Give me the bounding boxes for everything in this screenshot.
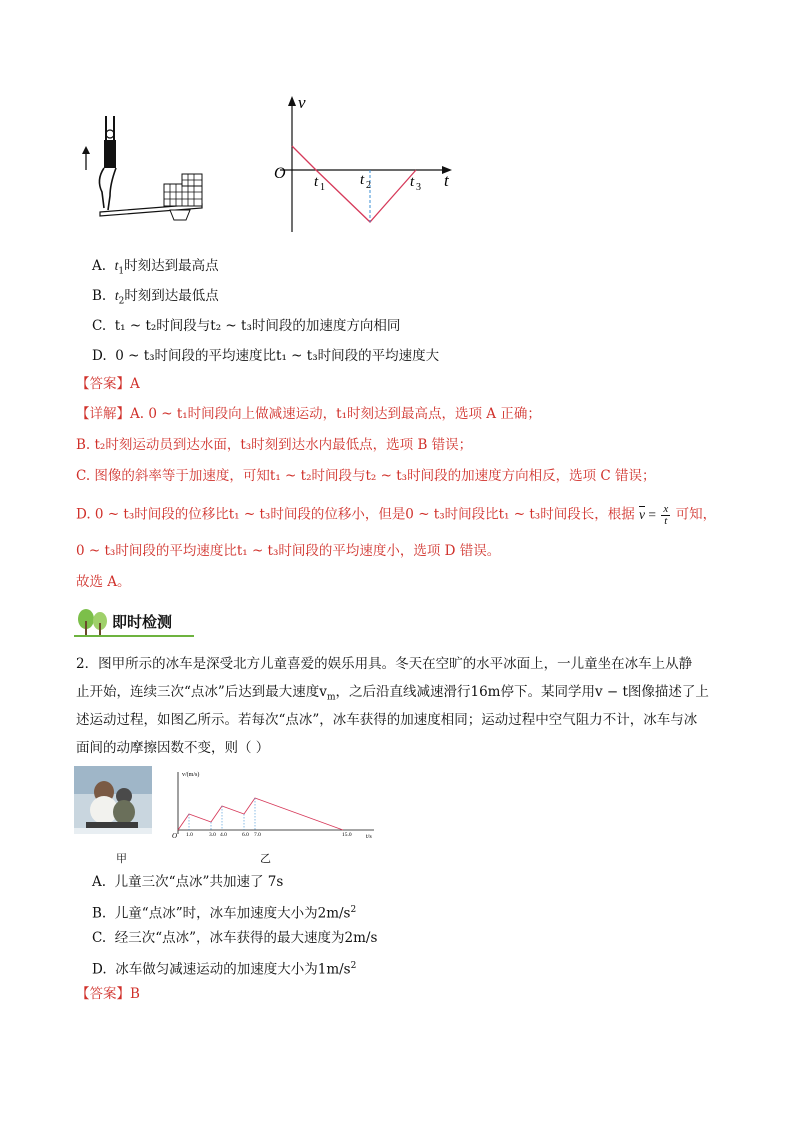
q2-stem-line-4: 面间的动摩擦因数不变，则（ ）	[76, 740, 270, 756]
option-sup: 2	[350, 905, 357, 915]
answer-value: B	[130, 986, 140, 1002]
option-sub: 2	[118, 296, 125, 307]
q1-detail-line-1: 【详解】A. 0 ~ t₁时间段向上做减速运动，t₁时刻达到最高点，选项 A 正确；	[76, 406, 541, 422]
tick-label: 6.0	[242, 832, 249, 838]
answer-label: 【答案】	[76, 376, 130, 392]
q2-stem-line-2	[76, 682, 709, 708]
q2-option-d	[92, 956, 356, 980]
q1-option-d	[92, 346, 439, 366]
answer-value: A	[130, 376, 140, 392]
option-var: t	[114, 258, 119, 273]
q1-detail-line-2: B. t₂时刻运动员到达水面，t₃时刻到达水内最低点，选项 B 错误；	[76, 437, 473, 453]
t1-sub: 1	[320, 182, 325, 193]
formula-den: t	[664, 515, 668, 527]
q2-answer	[76, 984, 140, 1004]
q1-conclusion: 故选 A。	[76, 574, 131, 590]
option-text: 时刻达到最高点	[124, 258, 219, 274]
x-axis-label: t/s	[366, 834, 372, 840]
section-underline	[74, 635, 194, 637]
dashed-guides	[189, 798, 255, 830]
option-letter: B.	[92, 905, 107, 922]
q2-option-c	[92, 928, 377, 948]
t3-sub: 3	[416, 182, 421, 193]
t2-label: t	[360, 172, 365, 188]
option-letter: A.	[92, 258, 107, 274]
vt-graph-q1	[270, 92, 460, 238]
tick-label: 4.0	[220, 832, 227, 838]
formula-eq: =	[648, 506, 656, 522]
sled-photo	[74, 766, 152, 834]
option-text: t₁ ~ t₂时间段与t₂ ~ t₃时间段的加速度方向相同	[114, 318, 401, 334]
q2-option-a	[92, 872, 283, 892]
option-sup: 2	[350, 961, 357, 971]
y-axis-label: v/(m/s)	[182, 772, 200, 778]
velocity-line	[292, 146, 416, 222]
origin-label: O	[274, 165, 286, 182]
velocity-line	[178, 798, 343, 830]
vt-graph-q2	[170, 768, 380, 840]
section-title: 即时检测	[112, 613, 173, 631]
option-letter: D.	[92, 348, 107, 364]
stem-text: 止开始，连续三次“点冰”后达到最大速度v	[76, 684, 327, 700]
answer-label: 【答案】	[76, 986, 130, 1002]
detail-d-tail: 可知，	[675, 506, 717, 523]
fig-caption-left: 甲	[116, 852, 127, 865]
tick-label: 3.0	[209, 832, 216, 838]
t3-label: t	[410, 174, 415, 190]
detail-d-text: D. 0 ~ t₃时间段的位移比t₁ ~ t₃时间段的位移小，但是0 ~ t₃时间段比t₁ ~ t₃时间段长，根据	[76, 506, 635, 523]
option-text: 儿童三次“点冰”共加速了 7s	[114, 874, 284, 890]
tree-icon	[74, 607, 114, 637]
tick-label: 7.0	[254, 832, 261, 838]
t-axis-label: t	[444, 171, 449, 190]
option-letter: C.	[92, 318, 107, 334]
option-text: 儿童“点冰”时，冰车加速度大小为2m/s	[114, 905, 351, 922]
tick-label: 15.0	[342, 832, 352, 838]
fig-caption-right: 乙	[260, 852, 271, 865]
formula-num: x	[663, 503, 669, 515]
q1-option-b	[92, 286, 219, 312]
option-letter: D.	[92, 961, 107, 978]
option-letter: C.	[92, 930, 107, 946]
option-text: 0 ~ t₃时间段的平均速度比t₁ ~ t₃时间段的平均速度大	[115, 348, 440, 364]
q2-option-b	[92, 900, 356, 924]
q2-stem-line-1: 2．图甲所示的冰车是深受北方儿童喜爱的娱乐用具。冬天在空旷的水平冰面上，一儿童坐在冰车上从静	[76, 656, 693, 672]
q1-option-c	[92, 316, 400, 336]
option-text: 时刻到达最低点	[124, 288, 219, 304]
stem-text: ，之后沿直线减速滑行16m停下。某同学用v − t图像描述了上	[335, 684, 709, 700]
option-sub: 1	[118, 266, 125, 277]
option-letter: A.	[92, 874, 107, 890]
q1-option-a	[92, 256, 219, 282]
origin-label: O	[172, 832, 178, 840]
option-var: t	[114, 288, 119, 303]
vm-subscript: m	[326, 692, 336, 703]
diver-illustration	[80, 112, 210, 222]
formula-lhs: $\overline{v}$	[639, 506, 645, 522]
avg-velocity-formula	[639, 503, 676, 527]
v-axis-label: v	[298, 93, 306, 112]
t2-sub: 2	[366, 180, 371, 191]
q1-answer	[76, 374, 140, 394]
t1-label: t	[314, 174, 319, 190]
q2-stem-line-3: 述运动过程，如图乙所示。若每次“点冰”，冰车获得的加速度相同；运动过程中空气阻力不计，冰车与冰	[76, 712, 698, 728]
option-letter: B.	[92, 288, 107, 304]
tick-label: 1.0	[186, 832, 193, 838]
q1-detail-line-5: 0 ~ t₃时间段的平均速度比t₁ ~ t₃时间段的平均速度小，选项 D 错误。	[76, 543, 501, 559]
option-text: 经三次“点冰”，冰车获得的最大速度为2m/s	[114, 930, 378, 946]
option-text: 冰车做匀减速运动的加速度大小为1m/s	[115, 961, 351, 978]
section-banner	[74, 607, 194, 637]
q1-detail-line-3: C. 图像的斜率等于加速度，可知t₁ ~ t₂时间段与t₂ ~ t₃时间段的加速度方向相反，选项 C 错误；	[76, 468, 656, 484]
q1-detail-line-4	[76, 504, 716, 527]
